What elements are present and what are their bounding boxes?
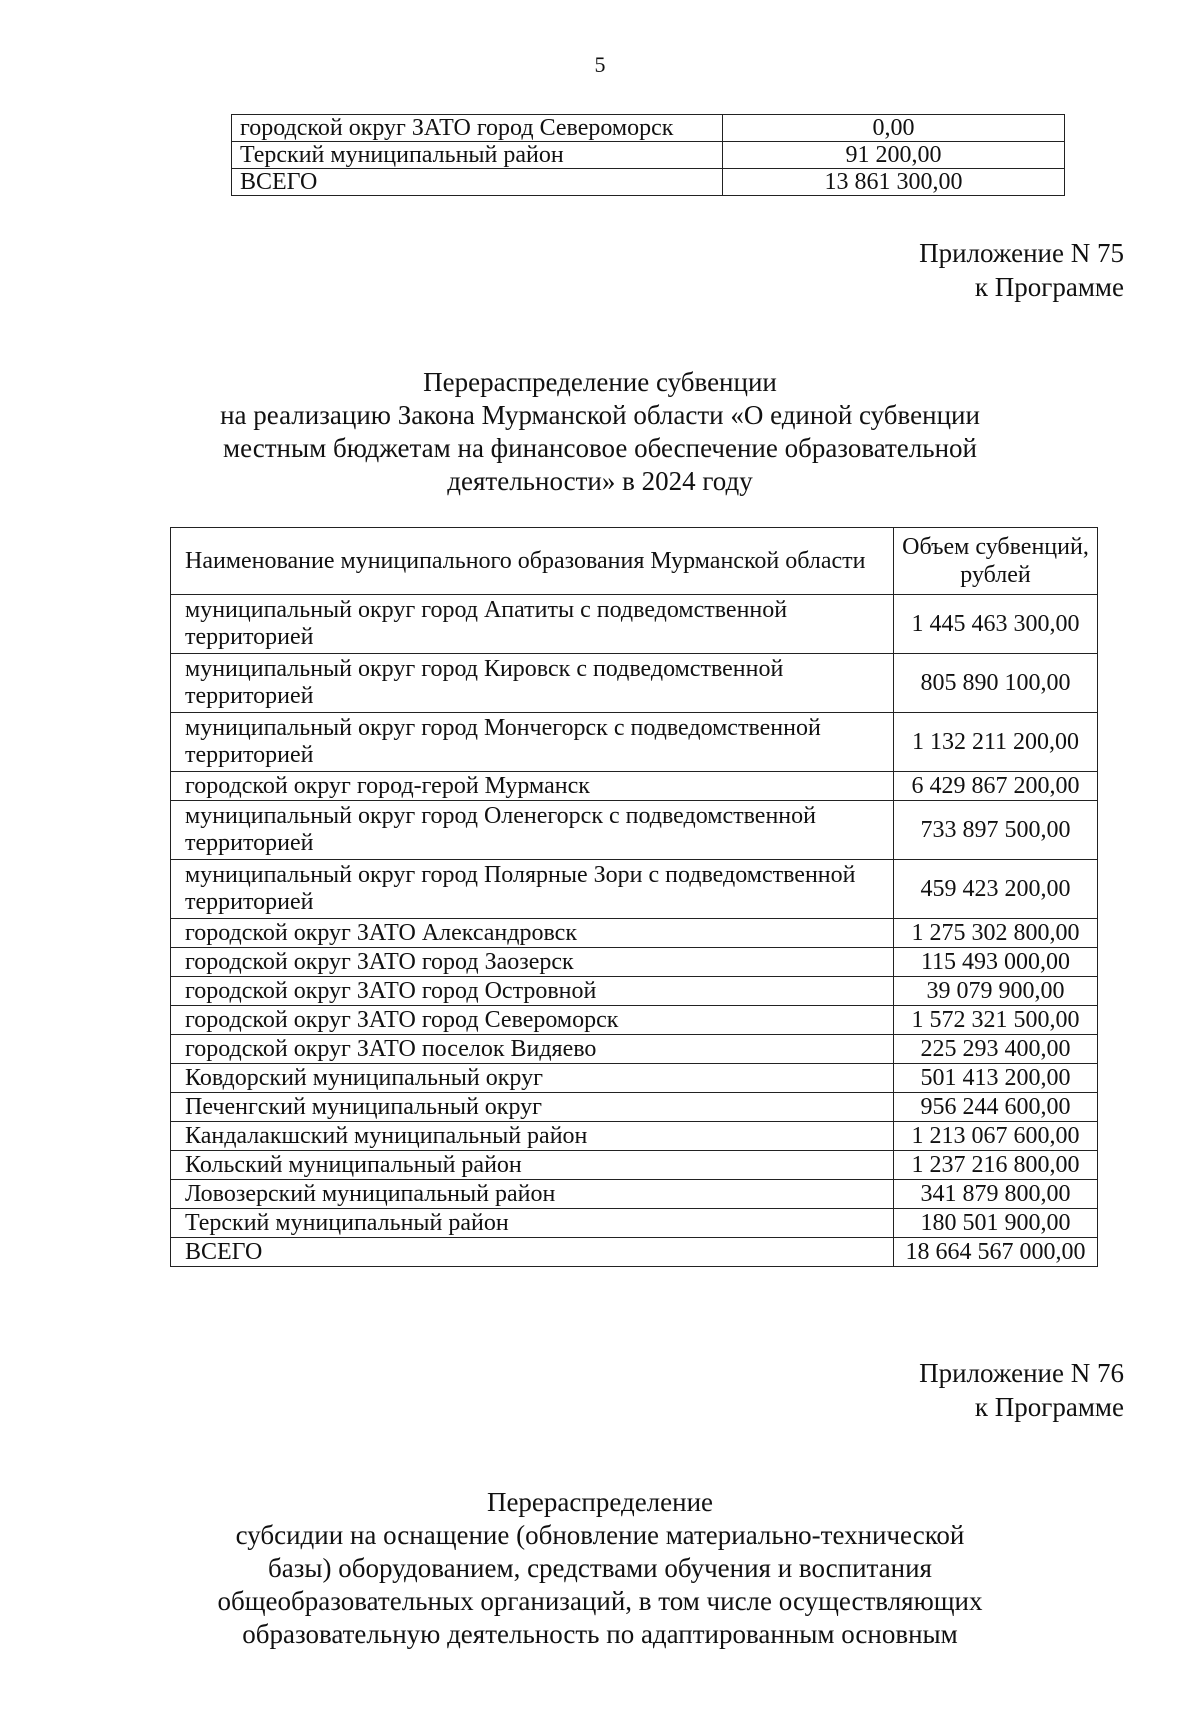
table-cell-value: 956 244 600,00 — [894, 1093, 1098, 1122]
appendix-76-heading — [919, 1356, 1124, 1424]
table-cell-name: Кольский муниципальный район — [171, 1151, 894, 1180]
section-title-75 — [150, 366, 1050, 498]
table-row — [171, 1064, 1098, 1093]
table-row — [171, 1151, 1098, 1180]
table-cell-value: 13 861 300,00 — [723, 169, 1065, 196]
table-cell-value: 1 213 067 600,00 — [894, 1122, 1098, 1151]
table-row — [232, 142, 1065, 169]
title-line: образовательную деятельность по адаптированным основным — [242, 1619, 958, 1649]
title-line: местным бюджетам на финансовое обеспечение образовательной — [223, 433, 977, 463]
appendix-75-heading — [919, 236, 1124, 304]
table-row — [171, 1180, 1098, 1209]
table-row — [171, 654, 1098, 713]
table-cell-value: 225 293 400,00 — [894, 1035, 1098, 1064]
title-line: Перераспределение — [486, 1487, 714, 1517]
table-header-row — [171, 528, 1098, 595]
table-cell-name: Ковдорский муниципальный округ — [171, 1064, 894, 1093]
table-cell-name: Ловозерский муниципальный район — [171, 1180, 894, 1209]
table-row — [171, 1122, 1098, 1151]
header-value: Объем субвенций, рублей — [894, 528, 1098, 595]
table-cell-name: Терский муниципальный район — [171, 1209, 894, 1238]
table-cell-value: 180 501 900,00 — [894, 1209, 1098, 1238]
title-line: деятельности» в 2024 году — [447, 466, 753, 496]
section-title-76 — [150, 1486, 1050, 1651]
table-cell-name: городской округ ЗАТО город Заозерск — [171, 948, 894, 977]
table-row — [171, 977, 1098, 1006]
table-cell-value: 6 429 867 200,00 — [894, 772, 1098, 801]
table-cell-name: городской округ ЗАТО Александровск — [171, 919, 894, 948]
table-cell-value: 805 890 100,00 — [894, 654, 1098, 713]
table-cell-value: 341 879 800,00 — [894, 1180, 1098, 1209]
table-cell-name: Кандалакшский муниципальный район — [171, 1122, 894, 1151]
table-row — [171, 801, 1098, 860]
title-line: базы) оборудованием, средствами обучения и воспитания — [268, 1553, 932, 1583]
appendix-number: Приложение N 75 — [919, 238, 1124, 268]
table-row — [171, 919, 1098, 948]
table-cell-name: городской округ ЗАТО город Островной — [171, 977, 894, 1006]
table-cell-name: муниципальный округ город Полярные Зори с подведомственной территорией — [171, 860, 894, 919]
table-row — [171, 1035, 1098, 1064]
title-line: субсидии на оснащение (обновление материально-технической — [235, 1520, 965, 1550]
table-cell-value: 115 493 000,00 — [894, 948, 1098, 977]
table-cell-name: муниципальный округ город Оленегорск с подведомственной территорией — [171, 801, 894, 860]
table-row — [171, 772, 1098, 801]
table-cell-name: Терский муниципальный район — [232, 142, 723, 169]
table-cell-value: 18 664 567 000,00 — [894, 1238, 1098, 1267]
table-row — [171, 1006, 1098, 1035]
page-number: 5 — [594, 52, 606, 77]
table-cell-name: городской округ город-герой Мурманск — [171, 772, 894, 801]
top-table — [231, 114, 1065, 196]
table-row — [171, 860, 1098, 919]
appendix-program: к Программе — [974, 272, 1124, 302]
table-cell-name: муниципальный округ город Мончегорск с подведомственной территорией — [171, 713, 894, 772]
table-cell-name: муниципальный округ город Кировск с подведомственной территорией — [171, 654, 894, 713]
table-cell-value: 501 413 200,00 — [894, 1064, 1098, 1093]
title-line: на реализацию Закона Мурманской области «О единой субвенции — [220, 400, 980, 430]
table-cell-name: городской округ ЗАТО поселок Видяево — [171, 1035, 894, 1064]
table-cell-value: 733 897 500,00 — [894, 801, 1098, 860]
table-cell-value: 39 079 900,00 — [894, 977, 1098, 1006]
table-cell-name: городской округ ЗАТО город Североморск — [232, 115, 723, 142]
table-cell-name: ВСЕГО — [171, 1238, 894, 1267]
subvention-table — [170, 527, 1098, 1267]
title-line: Перераспределение субвенции — [423, 367, 777, 397]
table-row-total — [171, 1238, 1098, 1267]
table-row — [171, 595, 1098, 654]
table-cell-value: 459 423 200,00 — [894, 860, 1098, 919]
table-cell-value: 1 445 463 300,00 — [894, 595, 1098, 654]
table-row — [232, 115, 1065, 142]
table-cell-name: муниципальный округ город Апатиты с подведомственной территорией — [171, 595, 894, 654]
table-cell-value: 1 572 321 500,00 — [894, 1006, 1098, 1035]
table-cell-value: 1 132 211 200,00 — [894, 713, 1098, 772]
header-name: Наименование муниципального образования Мурманской области — [171, 528, 894, 595]
table-row — [171, 948, 1098, 977]
table-cell-value: 0,00 — [723, 115, 1065, 142]
table-row-total — [232, 169, 1065, 196]
table-row — [171, 1093, 1098, 1122]
table-row — [171, 1209, 1098, 1238]
table-cell-value: 1 237 216 800,00 — [894, 1151, 1098, 1180]
table-cell-name: городской округ ЗАТО город Североморск — [171, 1006, 894, 1035]
table-cell-value: 91 200,00 — [723, 142, 1065, 169]
table-cell-name: ВСЕГО — [232, 169, 723, 196]
title-line: общеобразовательных организаций, в том числе осуществляющих — [217, 1586, 983, 1616]
table-cell-name: Печенгский муниципальный округ — [171, 1093, 894, 1122]
table-row — [171, 713, 1098, 772]
appendix-number: Приложение N 76 — [919, 1358, 1124, 1388]
appendix-program: к Программе — [974, 1392, 1124, 1422]
table-cell-value: 1 275 302 800,00 — [894, 919, 1098, 948]
